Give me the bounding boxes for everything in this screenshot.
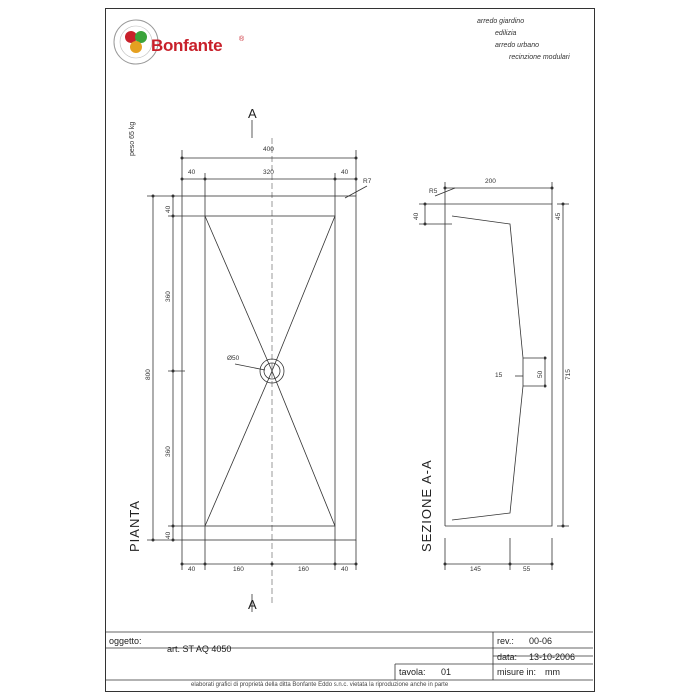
section-outline bbox=[445, 204, 552, 526]
section-view-label: SEZIONE A-A bbox=[419, 459, 434, 552]
dim-plan-corner-radius: R7 bbox=[363, 178, 372, 185]
sheet-value: 01 bbox=[441, 667, 452, 677]
dim-section-left-top: 40 bbox=[413, 212, 420, 220]
technical-drawing bbox=[105, 8, 595, 692]
dim-plan-overall-length: 800 bbox=[145, 369, 152, 380]
plan-view-label: PIANTA bbox=[127, 500, 142, 552]
plan-inner-outline bbox=[205, 216, 335, 526]
category-construction: edilizia bbox=[495, 30, 517, 37]
dim-plan-border-top: 40 bbox=[165, 205, 172, 213]
dim-section-top-width: 200 bbox=[485, 178, 496, 185]
dim-plan-lower-half: 360 bbox=[165, 446, 172, 457]
dim-section-bottom-left: 145 bbox=[470, 566, 481, 573]
brand-name: Bonfante bbox=[151, 36, 223, 55]
dim-plan-border-right: 40 bbox=[341, 169, 349, 176]
dim-plan-border-left: 40 bbox=[188, 169, 196, 176]
sheet-label: tavola: bbox=[399, 667, 426, 677]
section-inner-profile bbox=[452, 216, 523, 520]
weight-label: peso 65 kg bbox=[129, 121, 136, 156]
dim-plan-bottom-mid-right: 160 bbox=[298, 566, 309, 573]
registered-mark: ® bbox=[239, 36, 245, 43]
category-garden: arredo giardino bbox=[477, 18, 525, 25]
rev-label: rev.: bbox=[497, 636, 514, 646]
drawing-sheet bbox=[105, 8, 595, 692]
dim-section-overall-height: 715 bbox=[565, 369, 572, 380]
dim-plan-upper-half: 360 bbox=[165, 291, 172, 302]
dim-plan-bottom-left: 40 bbox=[188, 566, 196, 573]
dim-plan-bottom-right: 40 bbox=[341, 566, 349, 573]
category-urban: arredo urbano bbox=[495, 42, 539, 49]
dim-section-right-top: 45 bbox=[555, 212, 562, 220]
units-label: misure in: bbox=[497, 667, 537, 677]
dim-plan-overall-width: 400 bbox=[263, 146, 274, 153]
rev-value: 00-06 bbox=[529, 636, 553, 646]
section-mark-top: A bbox=[248, 106, 258, 121]
dim-plan-border-bottom: 40 bbox=[165, 531, 172, 539]
dim-section-corner-radius: R5 bbox=[429, 188, 438, 195]
dim-plan-inner-width: 320 bbox=[263, 169, 274, 176]
dim-plan-drain-diameter: Ø50 bbox=[227, 355, 240, 362]
date-label: data: bbox=[497, 652, 518, 662]
dim-plan-bottom-mid-left: 160 bbox=[233, 566, 244, 573]
category-fencing: recinzione modulari bbox=[509, 54, 570, 61]
subject-label: oggetto: bbox=[109, 636, 142, 646]
plan-outer-outline bbox=[182, 196, 356, 540]
dim-section-bottom-right: 55 bbox=[523, 566, 531, 573]
dim-section-drain-offset: 15 bbox=[495, 372, 503, 379]
date-value: 13-10-2006 bbox=[529, 652, 576, 662]
section-mark-bottom: A bbox=[248, 597, 258, 612]
dim-section-drain-height: 50 bbox=[537, 370, 544, 378]
copyright-notice: elaborati grafici di proprietà della ditta Bonfante Eddo s.n.c. vietata la riproduzione anche in parte bbox=[191, 682, 449, 688]
subject-value: art. ST AQ 4050 bbox=[167, 644, 232, 654]
units-value: mm bbox=[545, 667, 560, 677]
